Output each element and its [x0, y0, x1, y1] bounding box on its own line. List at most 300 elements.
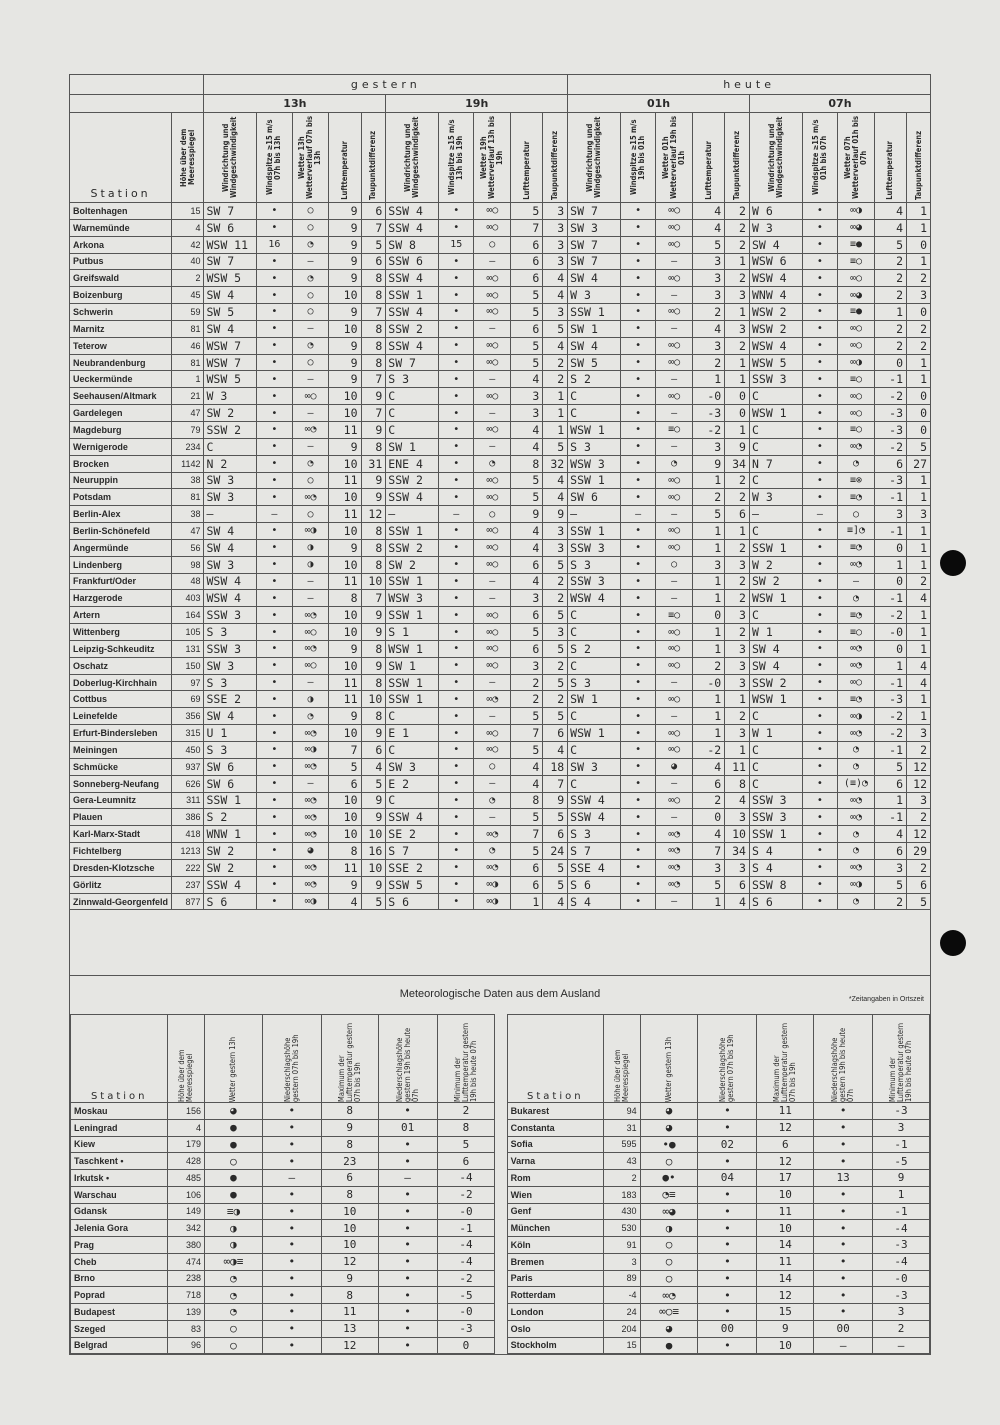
data-cell: 2 [692, 792, 724, 809]
column-header [511, 113, 543, 203]
data-cell: • [620, 556, 656, 573]
station-name: Gera-Leumnitz [70, 792, 172, 809]
data-cell: ≡]◔ [838, 523, 875, 540]
data-cell: • [620, 758, 656, 775]
data-cell: 3 [543, 203, 568, 220]
data-cell: 0 [692, 809, 724, 826]
data-cell: ∞○ [474, 539, 511, 556]
table-row [71, 1287, 930, 1304]
data-cell: 1 [692, 708, 724, 725]
data-cell: • [620, 455, 656, 472]
table-row [71, 1337, 930, 1354]
data-cell: ∞◑ [474, 893, 511, 910]
data-cell: ∞◔ [656, 826, 693, 843]
data-cell: -3 [873, 1287, 930, 1304]
data-cell: • [257, 421, 293, 438]
data-cell: 3 [874, 506, 906, 523]
data-cell: 69 [172, 691, 204, 708]
station-name: Leipzig-Schkeuditz [70, 640, 172, 657]
data-cell: 45 [172, 287, 204, 304]
data-cell: • [620, 438, 656, 455]
data-cell: 2 [692, 657, 724, 674]
table-row [70, 337, 931, 354]
data-cell: – [292, 775, 329, 792]
data-cell: SW 6 [204, 219, 257, 236]
data-cell: • [262, 1253, 321, 1270]
data-cell: • [698, 1337, 757, 1354]
station-name: Fichtelberg [70, 843, 172, 860]
table-row [70, 657, 931, 674]
data-cell: 3 [543, 304, 568, 321]
data-cell: 9 [757, 1320, 814, 1337]
data-cell: SW 3 [204, 489, 257, 506]
data-cell: SSW 4 [568, 792, 621, 809]
data-cell: 15 [172, 203, 204, 220]
data-cell: 1 [692, 472, 724, 489]
data-cell: ∞◔ [838, 859, 875, 876]
data-cell: • [438, 859, 474, 876]
data-cell: • [802, 674, 838, 691]
data-cell: SW 1 [568, 320, 621, 337]
station-name: Teterow [70, 337, 172, 354]
table-row [70, 270, 931, 287]
data-cell: • [802, 236, 838, 253]
data-cell: 6 [874, 843, 906, 860]
data-cell: 8 [361, 270, 386, 287]
data-cell: 2 [874, 320, 906, 337]
data-cell: 8 [329, 590, 361, 607]
data-cell: SSW 1 [386, 287, 439, 304]
data-cell: ∞○ [474, 337, 511, 354]
data-cell: 2 [692, 489, 724, 506]
data-cell: 23 [321, 1153, 378, 1170]
data-cell: 2 [725, 539, 750, 556]
data-cell: SW 1 [386, 438, 439, 455]
data-cell: 4 [168, 1119, 205, 1136]
data-cell: • [620, 421, 656, 438]
station-name: Marnitz [70, 320, 172, 337]
data-cell: • [257, 691, 293, 708]
station-name: Warnemünde [70, 219, 172, 236]
data-cell: SSW 4 [386, 270, 439, 287]
data-cell: 0 [874, 640, 906, 657]
data-cell: 1 [907, 219, 931, 236]
data-cell: ∞○ [838, 674, 875, 691]
data-cell: 24 [604, 1304, 641, 1321]
data-cell: 4 [692, 758, 724, 775]
data-cell: 6 [692, 775, 724, 792]
data-cell: 5 [511, 742, 543, 759]
data-cell: – [656, 674, 693, 691]
data-cell: SSE 2 [386, 859, 439, 876]
data-cell: WSW 4 [204, 590, 257, 607]
data-cell: 12 [907, 826, 931, 843]
data-cell: • [262, 1287, 321, 1304]
data-cell: W 3 [749, 489, 802, 506]
data-cell: ∞○ [656, 725, 693, 742]
data-cell: • [257, 590, 293, 607]
column-gap [495, 1186, 507, 1203]
data-cell: 7 [511, 219, 543, 236]
data-cell: 5 [543, 809, 568, 826]
station-name: London [507, 1304, 603, 1321]
data-cell: 10 [361, 573, 386, 590]
blank-area [69, 902, 931, 976]
data-cell: • [698, 1119, 757, 1136]
table-row [70, 624, 931, 641]
data-cell: 6 [437, 1153, 495, 1170]
station-header: Station [70, 113, 172, 203]
data-cell: 00 [814, 1320, 873, 1337]
data-cell: 1 [725, 371, 750, 388]
data-cell: 31 [361, 455, 386, 472]
data-cell: WSW 1 [568, 725, 621, 742]
data-cell: 5 [329, 758, 361, 775]
data-cell: -2 [874, 607, 906, 624]
data-cell: 56 [172, 539, 204, 556]
data-cell: • [620, 843, 656, 860]
data-cell: • [262, 1136, 321, 1153]
data-cell: • [698, 1270, 757, 1287]
data-cell: ∞◔ [292, 792, 329, 809]
data-cell: S 4 [749, 843, 802, 860]
data-cell: – [568, 506, 621, 523]
data-cell: • [438, 607, 474, 624]
data-cell: 5 [543, 556, 568, 573]
data-cell: • [438, 742, 474, 759]
data-cell: • [620, 371, 656, 388]
data-cell: 2 [874, 337, 906, 354]
data-cell: SSW 1 [386, 674, 439, 691]
data-cell: 5 [511, 203, 543, 220]
data-cell: 106 [168, 1186, 205, 1203]
data-cell: 9 [329, 304, 361, 321]
table-row [71, 1320, 930, 1337]
data-cell: • [698, 1203, 757, 1220]
data-cell: ◔ [205, 1287, 263, 1304]
data-cell: • [698, 1237, 757, 1254]
header-blank [70, 95, 204, 113]
data-cell: SSW 3 [749, 792, 802, 809]
data-cell: – [386, 506, 439, 523]
data-cell: 937 [172, 758, 204, 775]
column-header-text: Maximum der Lufttemperatur gestern 07h bis 19h [336, 1022, 362, 1102]
data-cell: WNW 4 [749, 287, 802, 304]
data-cell: ∞◔ [474, 826, 511, 843]
data-cell: 5 [543, 708, 568, 725]
data-cell: SSW 4 [386, 203, 439, 220]
column-header [474, 113, 511, 203]
data-cell: 43 [604, 1153, 641, 1170]
data-cell: ∞◔ [292, 809, 329, 826]
data-cell: • [438, 792, 474, 809]
data-cell: 342 [168, 1220, 205, 1237]
data-cell: -4 [437, 1237, 495, 1254]
column-header-text: Höhe über dem Meeresspiegel [178, 128, 196, 187]
data-cell: • [438, 304, 474, 321]
data-cell: 89 [604, 1270, 641, 1287]
data-cell: 12 [907, 758, 931, 775]
data-cell: 4 [511, 421, 543, 438]
data-cell: 6 [511, 236, 543, 253]
table-row [70, 573, 931, 590]
data-cell: ∞◑ [838, 708, 875, 725]
column-header-text: Windspitze ≥15 m/s 19h bis 01h [629, 119, 647, 196]
column-header [907, 113, 931, 203]
station-name: Karl-Marx-Stadt [70, 826, 172, 843]
data-cell: ∞○ [656, 270, 693, 287]
data-cell: • [257, 607, 293, 624]
data-cell: 1 [692, 523, 724, 540]
station-name: Köln [507, 1237, 603, 1254]
data-cell: C [749, 607, 802, 624]
data-cell: SW 4 [568, 270, 621, 287]
station-name: Leinefelde [70, 708, 172, 725]
data-cell: – [656, 775, 693, 792]
data-cell: -0 [874, 624, 906, 641]
data-cell: ≡○ [838, 253, 875, 270]
column-header [838, 113, 875, 203]
data-cell: ∞○ [656, 472, 693, 489]
station-name: Rom [507, 1170, 603, 1187]
data-cell: 1 [874, 556, 906, 573]
data-cell: 81 [172, 354, 204, 371]
data-cell: S 3 [568, 556, 621, 573]
data-cell: • [438, 253, 474, 270]
data-cell: • [438, 354, 474, 371]
data-cell: -4 [873, 1220, 930, 1237]
data-cell: -2 [437, 1270, 495, 1287]
data-cell: • [620, 304, 656, 321]
data-cell: • [802, 657, 838, 674]
data-cell: S 7 [386, 843, 439, 860]
data-cell: 2 [907, 320, 931, 337]
data-cell: 3 [543, 236, 568, 253]
data-cell: • [257, 843, 293, 860]
data-cell: 0 [692, 607, 724, 624]
data-cell: 238 [168, 1270, 205, 1287]
data-cell: 4 [511, 539, 543, 556]
data-cell: SW 2 [204, 843, 257, 860]
data-cell: ◔ [474, 843, 511, 860]
data-cell: SE 2 [386, 826, 439, 843]
data-cell: • [257, 758, 293, 775]
data-cell: 0 [725, 405, 750, 422]
data-cell: (≡)◔ [838, 775, 875, 792]
foreign-data-title [70, 976, 930, 1014]
data-cell: 10 [329, 455, 361, 472]
data-cell: 485 [168, 1170, 205, 1187]
table-row [70, 826, 931, 843]
data-cell: • [620, 590, 656, 607]
data-cell: 3 [873, 1119, 930, 1136]
data-cell: 97 [172, 674, 204, 691]
data-cell: WSW 7 [204, 337, 257, 354]
data-cell: • [257, 859, 293, 876]
data-cell: SSW 1 [568, 523, 621, 540]
data-cell: 450 [172, 742, 204, 759]
data-cell: 10 [329, 388, 361, 405]
station-name: Oschatz [70, 657, 172, 674]
station-name: Szeged [71, 1320, 168, 1337]
column-gap [495, 1237, 507, 1254]
data-cell: 1 [692, 573, 724, 590]
data-cell: SSW 2 [386, 539, 439, 556]
data-cell: • [378, 1186, 437, 1203]
data-cell: 3 [873, 1304, 930, 1321]
data-cell: -2 [874, 438, 906, 455]
data-cell: 8 [361, 438, 386, 455]
data-cell: 6 [757, 1136, 814, 1153]
data-cell: 6 [361, 253, 386, 270]
data-cell: • [814, 1203, 873, 1220]
data-cell: • [620, 270, 656, 287]
table-row [71, 1253, 930, 1270]
column-gap [495, 1153, 507, 1170]
table-row [71, 1203, 930, 1220]
data-cell: • [620, 287, 656, 304]
data-cell: • [814, 1237, 873, 1254]
data-cell: 6 [511, 876, 543, 893]
data-cell: – [292, 371, 329, 388]
data-cell: 2 [725, 270, 750, 287]
data-cell: – [438, 506, 474, 523]
data-cell: 34 [725, 455, 750, 472]
table-row [70, 489, 931, 506]
table-row [71, 1220, 930, 1237]
data-cell: 5 [543, 674, 568, 691]
data-cell: 11 [329, 506, 361, 523]
data-cell: ∞◔ [656, 876, 693, 893]
data-cell: • [620, 607, 656, 624]
data-cell: 356 [172, 708, 204, 725]
data-cell: – [292, 674, 329, 691]
data-cell: 8 [361, 320, 386, 337]
data-cell: S 6 [204, 893, 257, 910]
data-cell: ◕ [656, 758, 693, 775]
data-cell: 1 [543, 405, 568, 422]
data-cell: 5 [874, 876, 906, 893]
data-cell: • [438, 725, 474, 742]
station-name: Varna [507, 1153, 603, 1170]
data-cell: ◔≡ [640, 1186, 698, 1203]
data-cell: 1213 [172, 843, 204, 860]
data-cell: SW 4 [568, 337, 621, 354]
station-name: Prag [71, 1237, 168, 1254]
data-cell: • [257, 657, 293, 674]
station-name: Cheb [71, 1253, 168, 1270]
data-cell: C [749, 438, 802, 455]
data-cell: ∞◔ [838, 725, 875, 742]
data-cell: 6 [329, 775, 361, 792]
data-cell: – [656, 506, 693, 523]
data-cell: 8 [511, 792, 543, 809]
data-cell: – [378, 1170, 437, 1187]
data-cell: 10 [757, 1337, 814, 1354]
data-cell: ∞◔ [838, 809, 875, 826]
data-cell: • [378, 1103, 437, 1120]
data-cell: ∞◕ [640, 1203, 698, 1220]
data-cell: ∞○ [656, 539, 693, 556]
data-cell: 9 [329, 876, 361, 893]
data-cell: • [698, 1153, 757, 1170]
column-header [640, 1015, 698, 1103]
column-header [329, 113, 361, 203]
table-row [70, 455, 931, 472]
station-name: Plauen [70, 809, 172, 826]
data-cell: • [620, 624, 656, 641]
data-cell: 149 [168, 1203, 205, 1220]
data-cell: SSW 2 [386, 472, 439, 489]
data-cell: 4 [543, 287, 568, 304]
data-cell: SSW 3 [204, 607, 257, 624]
data-cell: 179 [168, 1136, 205, 1153]
data-cell: 7 [543, 775, 568, 792]
data-cell: 1 [907, 354, 931, 371]
column-header [656, 113, 693, 203]
column-gap [495, 1304, 507, 1321]
data-cell: C [568, 388, 621, 405]
station-name: Zinnwald-Georgenfeld [70, 893, 172, 910]
data-cell: • [620, 640, 656, 657]
data-cell: 9 [725, 438, 750, 455]
data-cell: -1 [873, 1136, 930, 1153]
station-name: Bukarest [507, 1103, 603, 1120]
column-header-text: Minimum der Lufttemperatur gestern 19h bis heute 07h [452, 1022, 478, 1102]
data-cell: 40 [172, 253, 204, 270]
station-name: Stockholm [507, 1337, 603, 1354]
data-cell: ≡○ [656, 607, 693, 624]
data-cell: C [568, 742, 621, 759]
data-cell: 5 [361, 775, 386, 792]
data-cell: WSW 1 [386, 640, 439, 657]
data-cell: SW 4 [204, 523, 257, 540]
column-header [814, 1015, 873, 1103]
data-cell: 5 [692, 506, 724, 523]
station-name: Arkona [70, 236, 172, 253]
data-cell: ◑ [205, 1220, 263, 1237]
data-cell: 7 [361, 219, 386, 236]
data-cell: SSW 1 [568, 472, 621, 489]
data-cell: 1 [692, 691, 724, 708]
data-cell: 11 [757, 1203, 814, 1220]
table-row [71, 1170, 930, 1187]
data-cell: • [257, 523, 293, 540]
data-cell: ∞◕ [838, 287, 875, 304]
data-cell: – [474, 775, 511, 792]
data-cell: • [438, 893, 474, 910]
data-cell: 877 [172, 893, 204, 910]
column-header-text: Wetter 13h Wetterverlauf 07h bis 13h [297, 115, 323, 200]
data-cell: SW 2 [204, 859, 257, 876]
data-cell: • [802, 708, 838, 725]
data-cell: • [257, 640, 293, 657]
data-cell: 2 [511, 674, 543, 691]
data-cell: • [802, 843, 838, 860]
data-cell: ENE 4 [386, 455, 439, 472]
data-cell: 5 [692, 876, 724, 893]
data-cell: • [802, 287, 838, 304]
table-row [70, 674, 931, 691]
data-cell: 4 [172, 219, 204, 236]
data-cell: WSW 11 [204, 236, 257, 253]
data-cell: – [656, 320, 693, 337]
data-cell: 1 [907, 203, 931, 220]
data-cell: • [257, 320, 293, 337]
data-cell: • [257, 253, 293, 270]
data-cell: • [620, 489, 656, 506]
data-cell: • [438, 388, 474, 405]
